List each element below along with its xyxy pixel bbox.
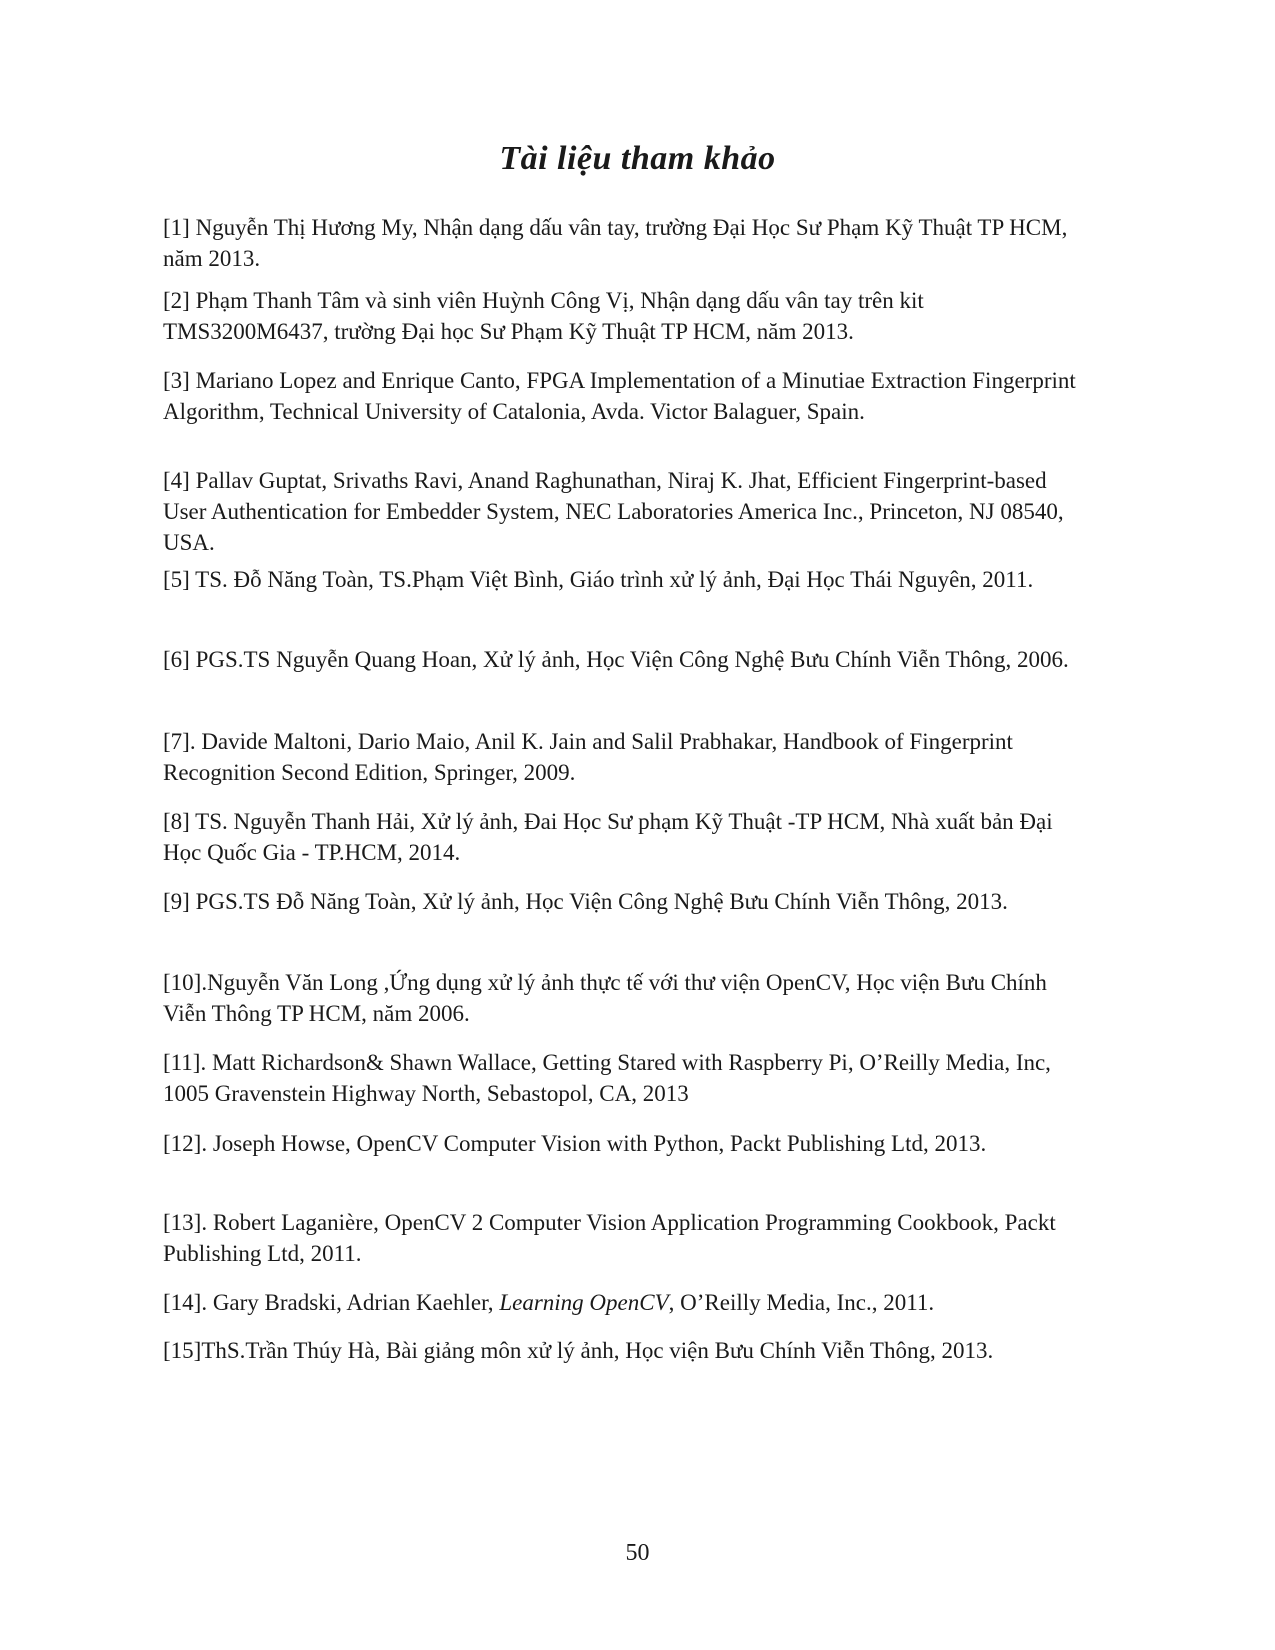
reference-13: [13]. Robert Laganière, OpenCV 2 Computer Vision Application Programming Cookbook, Packt Publishing Ltd, 2011.	[163, 1210, 1056, 1266]
reference-14	[163, 1287, 1093, 1318]
reference-14-title: Learning OpenCV	[499, 1290, 669, 1315]
reference-3: [3] Mariano Lopez and Enrique Canto, FPGA Implementation of a Minutiae Extraction Fingerprint Algorithm, Technical University of Catalonia, Avda. Victor Balaguer, Spain.	[163, 368, 1076, 424]
reference-14-suffix: , O’Reilly Media, Inc., 2011.	[668, 1290, 935, 1315]
reference-15: [15]ThS.Trần Thúy Hà, Bài giảng môn xử lý ảnh, Học viện Bưu Chính Viễn Thông, 2013.	[163, 1338, 994, 1363]
reference-9: [9] PGS.TS Đỗ Năng Toàn, Xử lý ảnh, Học Viện Công Nghệ Bưu Chính Viễn Thông, 2013.	[163, 889, 1008, 914]
reference-14-prefix: [14]. Gary Bradski, Adrian Kaehler,	[163, 1290, 500, 1315]
reference-7: [7]. Davide Maltoni, Dario Maio, Anil K. Jain and Salil Prabhakar, Handbook of Fingerprint Recognition Second Edition, Springer, 2009.	[163, 729, 1013, 785]
reference-10: [10].Nguyễn Văn Long ,Ứng dụng xử lý ảnh thực tế với thư viện OpenCV, Học viện Bưu Chính Viễn Thông TP HCM, năm 2006.	[163, 970, 1047, 1026]
reference-11: [11]. Matt Richardson& Shawn Wallace, Getting Stared with Raspberry Pi, O’Reilly Media, Inc, 1005 Gravenstein Highway North, Sebastopol, CA, 2013	[163, 1050, 1051, 1106]
reference-1: [1] Nguyễn Thị Hương My, Nhận dạng dấu vân tay, trường Đại Học Sư Phạm Kỹ Thuật TP HCM, năm 2013.	[163, 215, 1068, 271]
reference-8: [8] TS. Nguyễn Thanh Hải, Xử lý ảnh, Đai Học Sư phạm Kỹ Thuật -TP HCM, Nhà xuất bản Đại Học Quốc Gia - TP.HCM, 2014.	[163, 809, 1053, 865]
page-number: 50	[625, 1540, 650, 1566]
reference-5: [5] TS. Đỗ Năng Toàn, TS.Phạm Việt Bình, Giáo trình xử lý ảnh, Đại Học Thái Nguyên, 2011.	[163, 567, 1034, 592]
reference-6: [6] PGS.TS Nguyễn Quang Hoan, Xử lý ảnh, Học Viện Công Nghệ Bưu Chính Viễn Thông, 2006.	[163, 647, 1069, 672]
reference-4: [4] Pallav Guptat, Srivaths Ravi, Anand Raghunathan, Niraj K. Jhat, Efficient Fingerprint-based User Authentication for Embedder System, NEC Laboratories America Inc., Princeton, NJ 08540, USA.	[163, 468, 1064, 555]
page-title: Tài liệu tham khảo	[499, 140, 776, 177]
reference-12: [12]. Joseph Howse, OpenCV Computer Vision with Python, Packt Publishing Ltd, 2013.	[163, 1131, 987, 1156]
reference-2: [2] Phạm Thanh Tâm và sinh viên Huỳnh Công Vị, Nhận dạng dấu vân tay trên kit TMS3200M6437, trường Đại học Sư Phạm Kỹ Thuật TP HCM, năm 2013.	[163, 288, 924, 344]
